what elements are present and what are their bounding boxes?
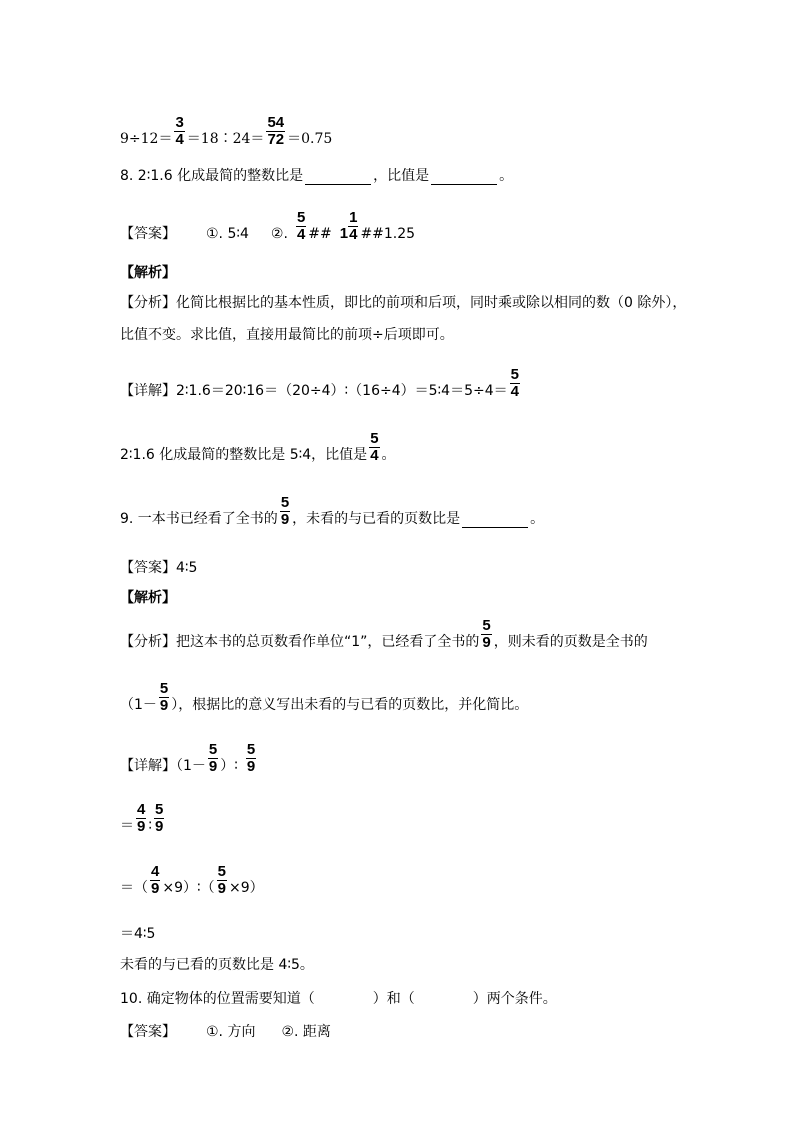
mixed-whole: 1 <box>339 225 349 242</box>
fraction <box>174 115 184 148</box>
q7-result-line <box>120 108 332 148</box>
text: 未看的与已看的页数比是 4∶5。 <box>120 957 314 973</box>
fraction <box>280 495 290 528</box>
text: 2∶1.6 化成最简的整数比是 5∶4，比值是 <box>120 447 368 463</box>
analysis-text: 【分析】把这本书的总页数看作单位“1”，已经看了全书的 <box>120 634 480 650</box>
fraction <box>136 802 146 835</box>
answer-blank[interactable] <box>431 170 497 185</box>
text: ＝4∶5 <box>120 926 156 942</box>
denominator: 9 <box>280 511 290 528</box>
answer-option: ①. 方向 <box>206 1024 256 1040</box>
text: ）∶ <box>220 758 238 774</box>
answer-option: ②. 距离 <box>281 1024 331 1040</box>
numerator: 5 <box>217 863 226 880</box>
fraction <box>266 115 285 148</box>
denominator: 4 <box>510 383 519 400</box>
q8-fenxi-line2 <box>120 304 454 344</box>
q9-question <box>120 488 544 528</box>
fraction <box>481 618 491 651</box>
answer-text: 【答案】4∶5 <box>120 560 198 576</box>
text: ##1.25 <box>360 226 416 242</box>
denominator: 9 <box>159 697 169 714</box>
analysis-text: 比值不变。求比值，直接用最简比的前项÷后项即可。 <box>120 327 454 343</box>
numerator: 4 <box>137 801 146 818</box>
fraction <box>510 367 520 400</box>
numerator: 3 <box>175 114 184 131</box>
q10-answer <box>120 1001 331 1041</box>
fraction <box>150 864 160 897</box>
text: ＝18∶24＝ <box>186 131 265 147</box>
text: ＝（ <box>120 880 148 896</box>
numerator: 1 <box>349 209 358 226</box>
text: 。 <box>381 447 396 463</box>
fraction <box>369 431 379 464</box>
text: ×9）∶（ <box>162 880 215 896</box>
numerator: 4 <box>151 863 160 880</box>
denominator: 4 <box>349 226 358 243</box>
numerator: 5 <box>296 209 306 226</box>
fraction <box>348 210 358 243</box>
detail-text: 【详解】（1－ <box>120 758 206 774</box>
text: ×9） <box>228 880 264 896</box>
text: ＝ <box>120 818 134 834</box>
q8-question <box>120 145 513 185</box>
denominator: 72 <box>267 131 285 148</box>
answer-label: 【答案】 <box>120 1024 176 1040</box>
denominator: 4 <box>175 131 184 148</box>
denominator: 9 <box>246 758 256 775</box>
denominator: 9 <box>137 818 146 835</box>
denominator: 4 <box>370 447 379 464</box>
analysis-text: （1－ <box>120 697 157 713</box>
section-label: 【解析】 <box>120 265 176 281</box>
numerator: 5 <box>510 366 519 383</box>
q9-step2 <box>120 795 166 835</box>
analysis-text: ），根据比的意义写出未看的与已看的页数比，并化简比。 <box>171 697 529 713</box>
numerator: 54 <box>267 114 285 131</box>
answer-blank[interactable] <box>462 513 528 528</box>
numerator: 5 <box>246 741 256 758</box>
analysis-text: ，则未看的页数是全书的 <box>493 634 648 650</box>
fraction <box>154 802 164 835</box>
q9-fenxi-line2 <box>120 674 528 714</box>
text: ，未看的与已看的页数比是 <box>292 511 461 527</box>
q9-xiangjie <box>120 735 258 775</box>
text: 9. 一本书已经看了全书的 <box>120 511 278 527</box>
text: 。 <box>499 168 514 184</box>
fraction <box>246 742 256 775</box>
analysis-text: 【分析】化简比根据比的基本性质，即比的前项和后项，同时乘或除以相同的数（0 除外）， <box>120 295 687 311</box>
answer-option: ①. 5∶4 <box>206 226 249 242</box>
denominator: 9 <box>151 880 160 897</box>
numerator: 5 <box>159 680 169 697</box>
q8-answer <box>120 203 415 243</box>
numerator: 5 <box>208 741 218 758</box>
q9-jiexi <box>120 567 176 607</box>
denominator: 9 <box>155 818 164 835</box>
fraction <box>208 742 218 775</box>
text: ∶ <box>148 818 152 834</box>
q9-step3 <box>120 857 264 897</box>
numerator: 5 <box>482 617 491 634</box>
q8-xiangjie <box>120 360 522 400</box>
q8-conclusion <box>120 424 396 464</box>
numerator: 5 <box>370 430 379 447</box>
text: 。 <box>530 511 545 527</box>
text: ## <box>308 226 332 242</box>
denominator: 9 <box>217 880 226 897</box>
text: 10. 确定物体的位置需要知道（ <box>120 991 315 1007</box>
fraction <box>296 210 306 243</box>
text: ，比值是 <box>373 168 430 184</box>
denominator: 9 <box>208 758 218 775</box>
denominator: 4 <box>296 226 306 243</box>
detail-text: 【详解】2∶1.6＝20∶16＝（20÷4）∶（16÷4）＝5∶4＝5÷4＝ <box>120 383 508 399</box>
answer-label: 【答案】 <box>120 226 176 242</box>
text: 9÷12＝ <box>120 131 173 147</box>
text: ）两个条件。 <box>472 991 557 1007</box>
text: ＝0.75 <box>287 131 333 147</box>
answer-option: ②. <box>270 226 288 242</box>
numerator: 5 <box>155 801 164 818</box>
fraction <box>217 864 227 897</box>
q9-fenxi-line1 <box>120 611 648 651</box>
text: 8. 2∶1.6 化成最简的整数比是 <box>120 168 304 184</box>
answer-blank[interactable] <box>305 170 371 185</box>
fraction <box>159 681 169 714</box>
section-label: 【解析】 <box>120 590 176 606</box>
denominator: 9 <box>482 634 491 651</box>
text: ）和（ <box>372 991 415 1007</box>
numerator: 5 <box>280 494 290 511</box>
